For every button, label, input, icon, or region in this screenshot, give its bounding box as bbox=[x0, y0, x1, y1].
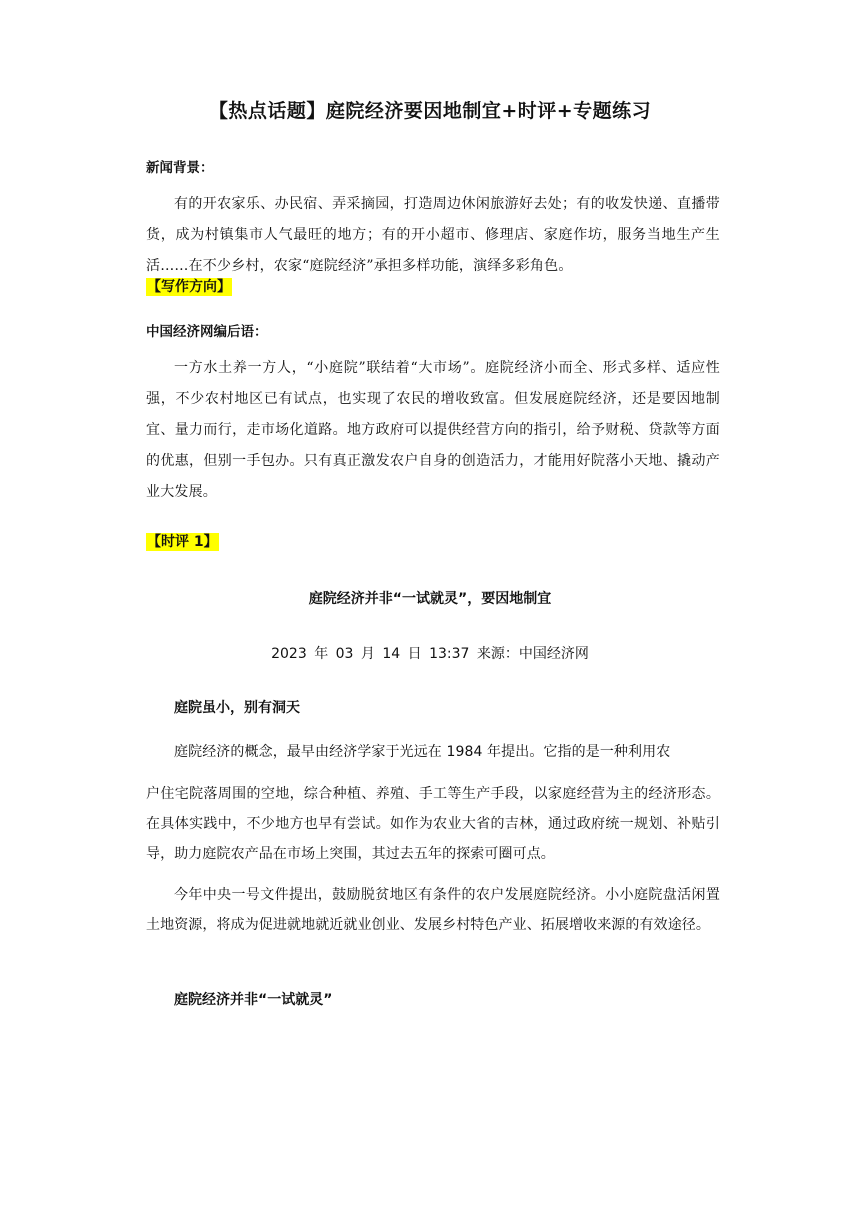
section-heading-1: 庭院虽小，别有洞天 bbox=[174, 700, 300, 716]
article-paragraph-1-first-line: 庭院经济的概念，最早由经济学家于光远在 1984 年提出。它指的是一种利用农 bbox=[174, 744, 671, 760]
article-headline: 庭院经济并非“一试就灵”，要因地制宜 bbox=[308, 591, 552, 607]
editor-note-label: 中国经济网编后语： bbox=[146, 324, 268, 340]
writing-direction-tag bbox=[146, 276, 232, 296]
article-paragraph-1-continued: 户住宅院落周围的空地，综合种植、养殖、手工等生产手段，以家庭经营为主的经济形态。在具体实践中，不少地方也早有尝试。如作为农业大省的吉林，通过政府统一规划、补贴引导，助力庭院农产品在市场上突围，其过去五年的探索可圈可点。 bbox=[146, 786, 720, 862]
article-dateline: 2023 年 03 月 14 日 13:37 来源：中国经济网 bbox=[271, 646, 589, 662]
news-background-paragraph: 有的开农家乐、办民宿、弄采摘园，打造周边休闲旅游好去处；有的收发快递、直播带货，成为村镇集市人气最旺的地方；有的开小超市、修理店、家庭作坊，服务当地生产生活……在不少乡村，农家“庭院经济”承担多样功能，演绎多彩角色。 bbox=[146, 196, 720, 274]
commentary-1-highlight: 【时评 1】 bbox=[147, 534, 218, 550]
commentary-1-tag bbox=[146, 531, 219, 551]
section-heading-2: 庭院经济并非“一试就灵” bbox=[174, 992, 333, 1008]
news-background-label: 新闻背景： bbox=[146, 160, 214, 176]
writing-direction-highlight: 【写作方向】 bbox=[147, 279, 231, 295]
article-paragraph-2: 今年中央一号文件提出，鼓励脱贫地区有条件的农户发展庭院经济。小小庭院盘活闲置土地资源，将成为促进就地就近就业创业、发展乡村特色产业、拓展增收来源的有效途径。 bbox=[146, 887, 720, 933]
document-title: 【热点话题】庭院经济要因地制宜+时评+专题练习 bbox=[208, 100, 652, 122]
editor-note-paragraph: 一方水土养一方人，“小庭院”联结着“大市场”。庭院经济小而全、形式多样、适应性强，不少农村地区已有试点，也实现了农民的增收致富。但发展庭院经济，还是要因地制宜、量力而行，走市场化道路。地方政府可以提供经营方向的指引，给予财税、贷款等方面的优惠，但别一手包办。只有真正激发农户自身的创造活力，才能用好院落小天地、撬动产业大发展。 bbox=[146, 360, 720, 500]
